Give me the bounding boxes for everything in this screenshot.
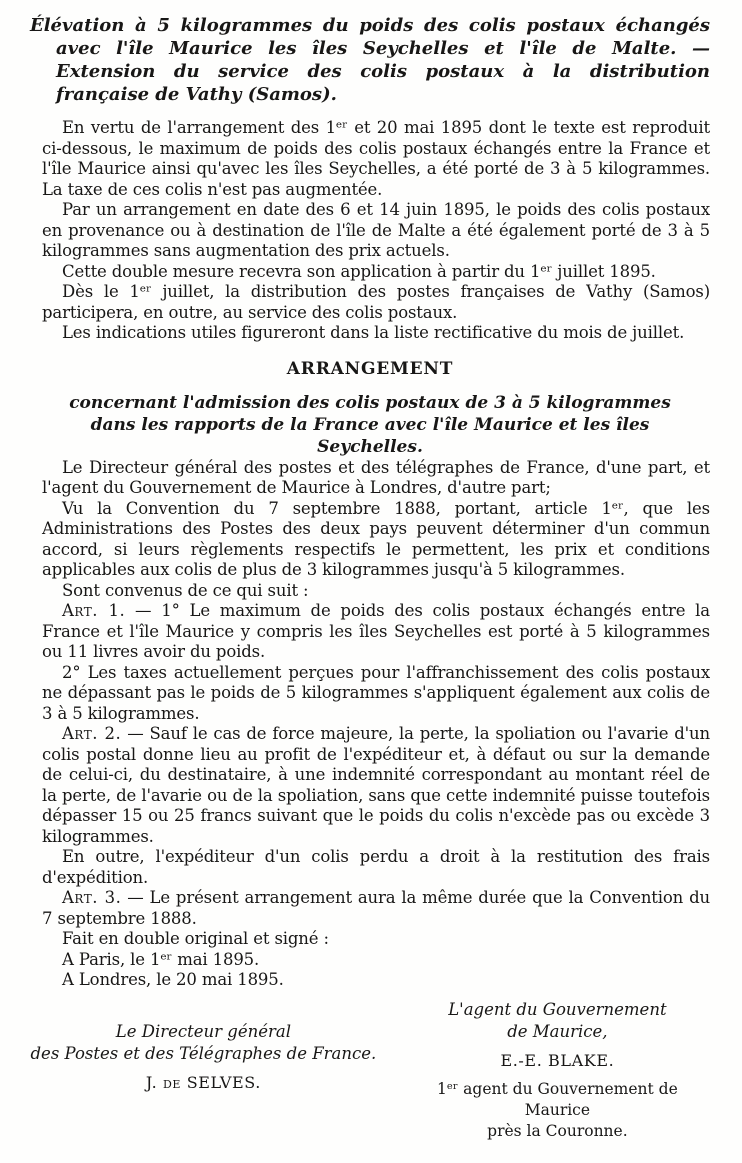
- signature-right-role-line-1: L'agent du Gouvernement: [448, 999, 667, 1019]
- preamble-paragraph-3: Sont convenus de ce qui suit :: [62, 580, 309, 600]
- article-2-paragraph: [42, 724, 710, 847]
- signature-left: [30, 999, 377, 1142]
- signature-right-role-line-2: de Maurice,: [507, 1021, 608, 1041]
- signature-right: [377, 999, 710, 1142]
- article-2-addendum-paragraph: En outre, l'expéditeur d'un colis perdu a droit à la restitution des frais d'expédition.: [42, 847, 710, 887]
- date-line-londres: A Londres, le 20 mai 1895.: [62, 970, 284, 989]
- arrangement-subtitle: concernant l'admission des colis postaux de 3 à 5 kilogrammes dans les rapports de la France avec l'île Maurice et les îles Seychelles.: [69, 392, 671, 457]
- article-1-text: — 1° Le maximum de poids des colis postaux échangés entre la France et l'île Maurice y compris les îles Seychelles est porté à 5 kilogrammes ou 11 livres avoir du poids.: [42, 601, 710, 661]
- document-title: Élévation à 5 kilogrammes du poids des colis postaux échangés avec l'île Maurice les îles Seychelles et l'île de Malte. — Extension du service des colis postaux à la distribution française de Vathy (Samos).: [30, 15, 710, 105]
- article-3-text: — Le présent arrangement aura la même durée que la Convention du 7 septembre 1888.: [42, 888, 710, 928]
- signature-right-name: E.-E. BLAKE.: [500, 1050, 615, 1070]
- intro-paragraph-5: Les indications utiles figureront dans la liste rectificative du mois de juillet.: [62, 323, 685, 342]
- intro-paragraph-1: En vertu de l'arrangement des 1ᵉʳ et 20 mai 1895 dont le texte est reproduit ci-dessous, le maximum de poids des colis postaux échangés entre la France et l'île Maurice ainsi qu'avec les îles Seychelles, a été porté de 3 à 5 kilogrammes. La taxe de ces colis n'est pas augmentée.: [42, 118, 710, 199]
- signature-right-title-line-1: 1ᵉʳ agent du Gouvernement de Maurice: [437, 1079, 678, 1119]
- article-1-paragraph: [42, 601, 710, 663]
- article-2-label: Art. 2.: [62, 724, 122, 743]
- signature-left-name: J. de SELVES.: [145, 1072, 261, 1092]
- made-and-signed-line: Fait en double original et signé :: [62, 929, 329, 948]
- article-2-text: — Sauf le cas de force majeure, la perte, la spoliation ou l'avarie d'un colis postal donne lieu au profit de l'expéditeur et, à défaut ou sur la demande de celui-ci, du destinataire, à une indemnité correspondant au montant réel de la perte, de l'avarie ou de la spoliation, sans que cette indemnité puisse toutefois dépasser 15 ou 25 francs suivant que le poids du colis n'excède pas ou excède 3 kilogrammes.: [42, 724, 710, 846]
- intro-paragraph-4: Dès le 1ᵉʳ juillet, la distribution des postes françaises de Vathy (Samos) participera, en outre, au service des colis postaux.: [42, 282, 710, 322]
- signature-left-role-line-2: des Postes et des Télégraphes de France.: [30, 1043, 377, 1063]
- article-3-paragraph: [42, 888, 710, 929]
- article-3-label: Art. 3.: [62, 888, 122, 907]
- arrangement-heading: ARRANGEMENT: [286, 358, 454, 379]
- preamble-paragraph-2: Vu la Convention du 7 septembre 1888, portant, article 1ᵉʳ, que les Administrations des Postes des deux pays peuvent déterminer d'un commun accord, si leurs règlements respectifs le permettent, les prix et conditions applicables aux colis de plus de 3 kilogrammes jusqu'à 5 kilogrammes.: [42, 498, 710, 579]
- article-1-label: Art. 1.: [62, 601, 126, 620]
- intro-paragraph-3: Cette double mesure recevra son application à partir du 1ᵉʳ juillet 1895.: [62, 261, 656, 281]
- intro-paragraph-2: Par un arrangement en date des 6 et 14 juin 1895, le poids des colis postaux en provenance ou à destination de l'île de Malte a été également porté de 3 à 5 kilogrammes sans augmentation des prix actuels.: [42, 200, 710, 260]
- date-line-paris: A Paris, le 1ᵉʳ mai 1895.: [62, 949, 260, 969]
- signature-right-title-line-2: près la Couronne.: [487, 1121, 628, 1140]
- signature-left-role-line-1: Le Directeur général: [115, 1021, 292, 1041]
- signature-block: [30, 999, 710, 1142]
- article-1-clause-2-paragraph: 2° Les taxes actuellement perçues pour l'affranchissement des colis postaux ne dépassant pas le poids de 5 kilogrammes s'appliquent également aux colis de 3 à 5 kilogrammes.: [42, 662, 710, 723]
- preamble-paragraph-1: Le Directeur général des postes et des télégraphes de France, d'une part, et l'agent du Gouvernement de Maurice à Londres, d'autre part;: [42, 457, 710, 497]
